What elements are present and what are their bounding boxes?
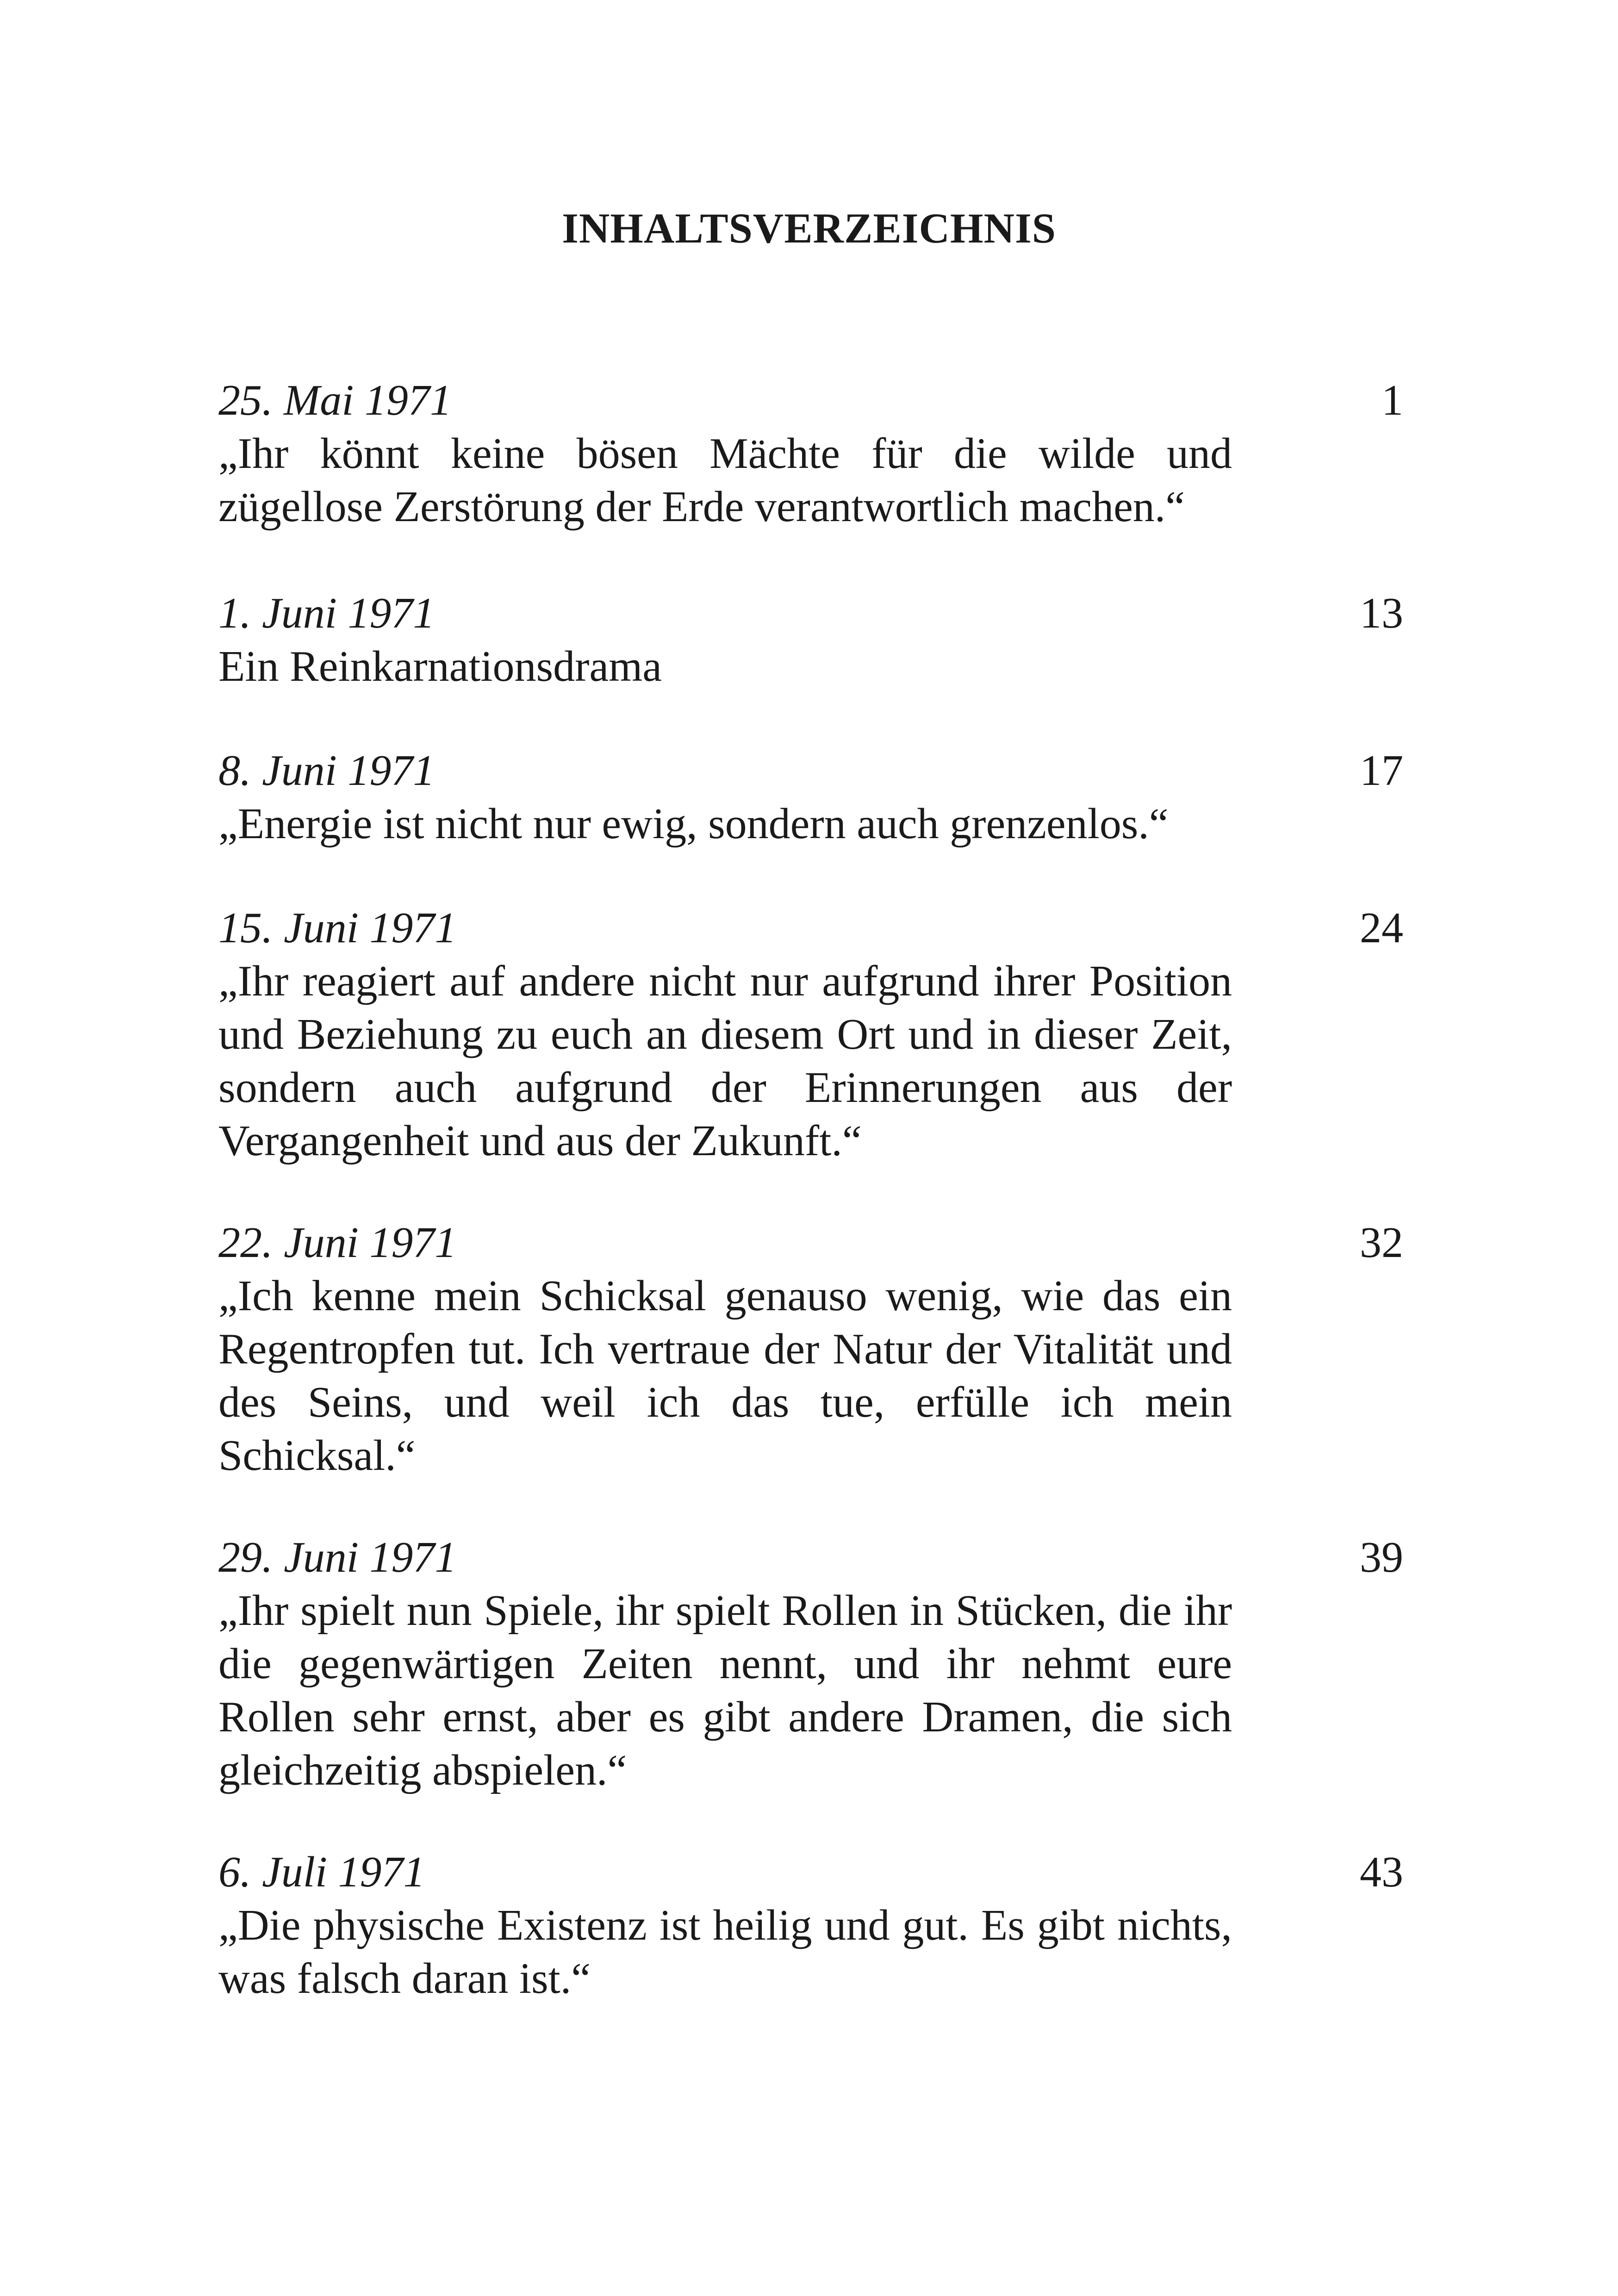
toc-entry [218, 1216, 1403, 1482]
toc-entry [218, 1846, 1403, 2005]
toc-entry-head [218, 1216, 1403, 1269]
toc-entry-head [218, 1846, 1403, 1899]
toc-entry-text: „Ich kenne mein Schicksal genauso wenig, wie das ein Regentropfen tut. Ich vertraue der Natur der Vitalität und des Seins, und weil ich das tue, erfülle ich mein Schicksal.“ [218, 1272, 1232, 1480]
toc-entry-text: „Energie ist nicht nur ewig, sondern auch grenzenlos.“ [218, 800, 1169, 848]
toc-entry-text: „Ihr spielt nun Spiele, ihr spielt Rollen in Stücken, die ihr die gegenwärtigen Zeiten nennt, und ihr nehmt eure Rollen sehr ernst, aber es gibt andere Dramen, die sich gleichzeitig abspielen.“ [218, 1587, 1232, 1794]
toc-entry-head [218, 902, 1403, 955]
toc-entry-page-number: 32 [1360, 1219, 1403, 1267]
toc-entry-page-number: 39 [1360, 1533, 1403, 1581]
toc-entry [218, 902, 1403, 1168]
toc-entry-text: „Ihr könnt keine bösen Mächte für die wilde und zügellose Zerstörung der Erde verantwortlich machen.“ [218, 429, 1232, 531]
toc-entry-date: 29. Juni 1971 [218, 1533, 457, 1581]
toc-entry-head [218, 587, 1403, 640]
toc-entry-page-number: 17 [1360, 747, 1403, 795]
toc-entry [218, 1531, 1403, 1797]
toc-entry-page-number: 43 [1360, 1848, 1403, 1896]
toc-entry-head [218, 744, 1403, 797]
toc-entry-text: Ein Reinkarnationsdrama [218, 642, 662, 691]
toc-entry-date: 22. Juni 1971 [218, 1219, 457, 1267]
toc-entry-head [218, 374, 1403, 427]
toc-entry-date: 1. Juni 1971 [218, 589, 435, 637]
toc-entry-date: 6. Juli 1971 [218, 1848, 425, 1896]
toc-entry-page-number: 24 [1360, 904, 1403, 952]
page-title: INHALTSVERZEICHNIS [562, 205, 1056, 252]
toc-entry [218, 744, 1403, 851]
toc-entry-page-number: 1 [1382, 376, 1403, 424]
toc-entry [218, 374, 1403, 534]
toc-entry [218, 587, 1403, 693]
toc-entry-head [218, 1531, 1403, 1584]
toc-entry-date: 15. Juni 1971 [218, 904, 457, 952]
toc-entry-page-number: 13 [1360, 589, 1403, 637]
toc-entry-date: 25. Mai 1971 [218, 376, 452, 424]
toc-entry-text: „Ihr reagiert auf andere nicht nur aufgrund ihrer Position und Beziehung zu euch an diesem Ort und in dieser Zeit, sondern auch aufgrund der Erinnerungen aus der Vergangenheit und aus der Zukunft.“ [218, 957, 1232, 1165]
toc-entry-text: „Die physische Existenz ist heilig und gut. Es gibt nichts, was falsch daran ist.“ [218, 1901, 1232, 2003]
toc-entry-date: 8. Juni 1971 [218, 747, 435, 795]
